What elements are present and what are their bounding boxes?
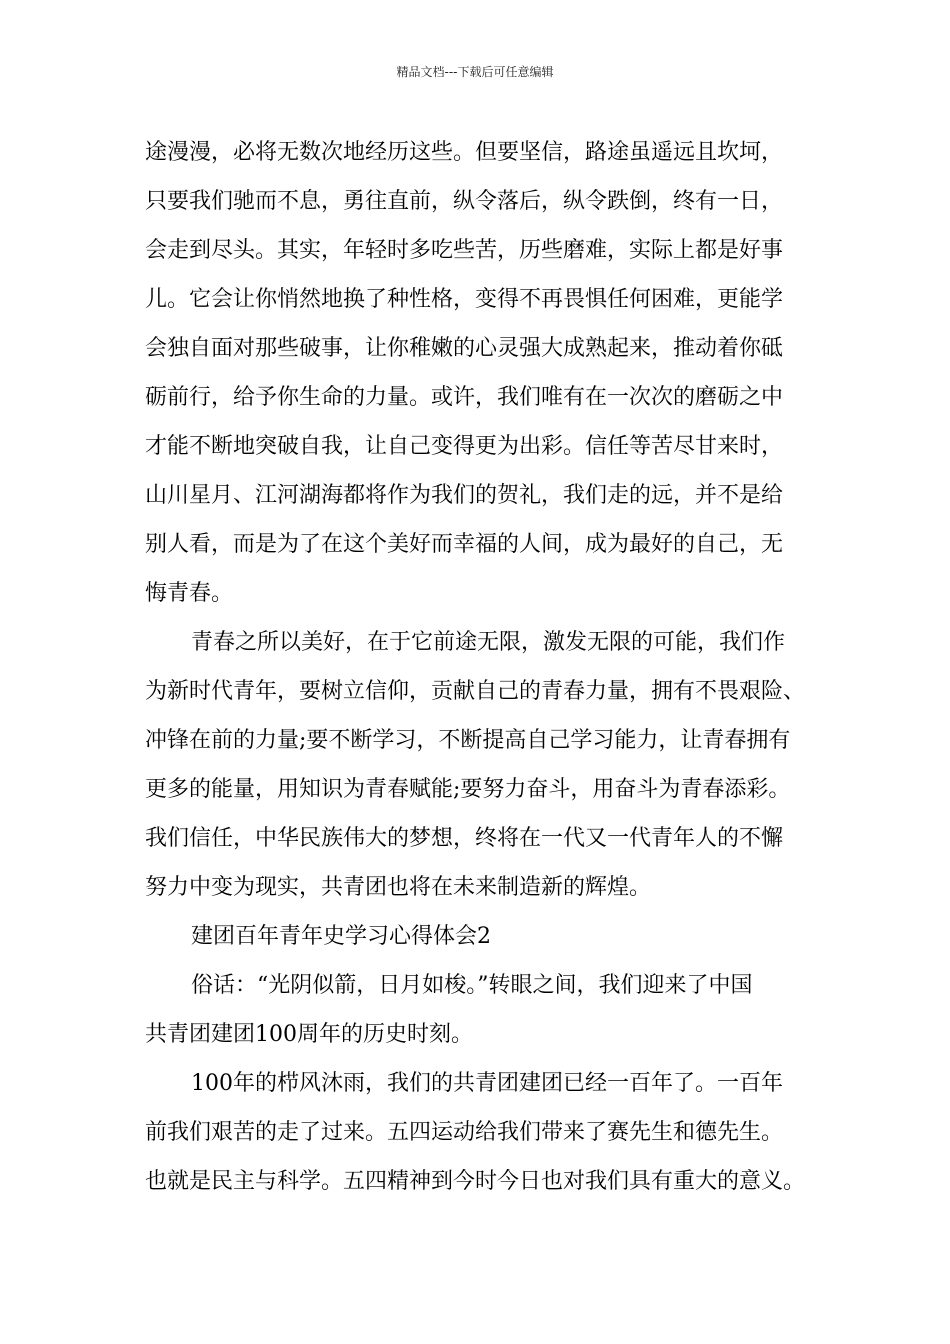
- text-line: 只要我们驰而不息，勇往直前，纵令落后，纵令跌倒，终有一日，: [145, 189, 784, 214]
- text-line: 途漫漫，必将无数次地经历这些。但要坚信，路途虽遥远且坎坷，: [145, 140, 784, 165]
- text-line: 会走到尽头。其实，年轻时多吃些苦，历些磨难，实际上都是好事: [145, 238, 784, 263]
- text-line: 砺前行，给予你生命的力量。或许，我们唯有在一次次的磨砺之中: [145, 385, 784, 410]
- text-line: 前我们艰苦的走了过来。五四运动给我们带来了赛先生和德先生。: [145, 1120, 784, 1145]
- text-line: 共青团建团100周年的历史时刻。: [145, 1022, 473, 1047]
- text-line: 100年的栉风沐雨，我们的共青团建团已经一百年了。一百年: [191, 1071, 783, 1096]
- text-line: 会独自面对那些破事，让你稚嫩的心灵强大成熟起来，推动着你砥: [145, 336, 784, 361]
- text-line: 儿。它会让你悄然地换了种性格，变得不再畏惧任何困难，更能学: [145, 287, 784, 312]
- text-line: 努力中变为现实，共青团也将在未来制造新的辉煌。: [145, 875, 652, 900]
- document-body: [145, 128, 830, 1206]
- text-line: 才能不断地突破自我，让自己变得更为出彩。信任等苦尽甘来时，: [145, 434, 784, 459]
- text-line: 我们信任，中华民族伟大的梦想，终将在一代又一代青年人的不懈: [145, 826, 784, 851]
- page-header: 精品文档---下载后可任意编辑: [396, 65, 554, 79]
- text-line: 更多的能量，用知识为青春赋能;要努力奋斗，用奋斗为青春添彩。: [145, 777, 791, 802]
- text-line: 青春之所以美好，在于它前途无限，激发无限的可能，我们作: [191, 630, 786, 655]
- text-line: 俗话：“光阴似箭，日月如梭。”转眼之间，我们迎来了中国: [191, 973, 753, 998]
- text-line: 冲锋在前的力量;要不断学习，不断提高自己学习能力，让青春拥有: [145, 728, 791, 753]
- text-line: 也就是民主与科学。五四精神到今时今日也对我们具有重大的意义。: [145, 1169, 806, 1194]
- text-line: 建团百年青年史学习心得体会2: [191, 924, 491, 949]
- text-line: 悔青春。: [145, 581, 234, 606]
- text-line: 别人看，而是为了在这个美好而幸福的人间，成为最好的自己，无: [145, 532, 784, 557]
- text-line: 为新时代青年，要树立信仰，贡献自己的青春力量，拥有不畏艰险、: [145, 679, 806, 704]
- text-line: 山川星月、江河湖海都将作为我们的贺礼，我们走的远，并不是给: [145, 483, 784, 508]
